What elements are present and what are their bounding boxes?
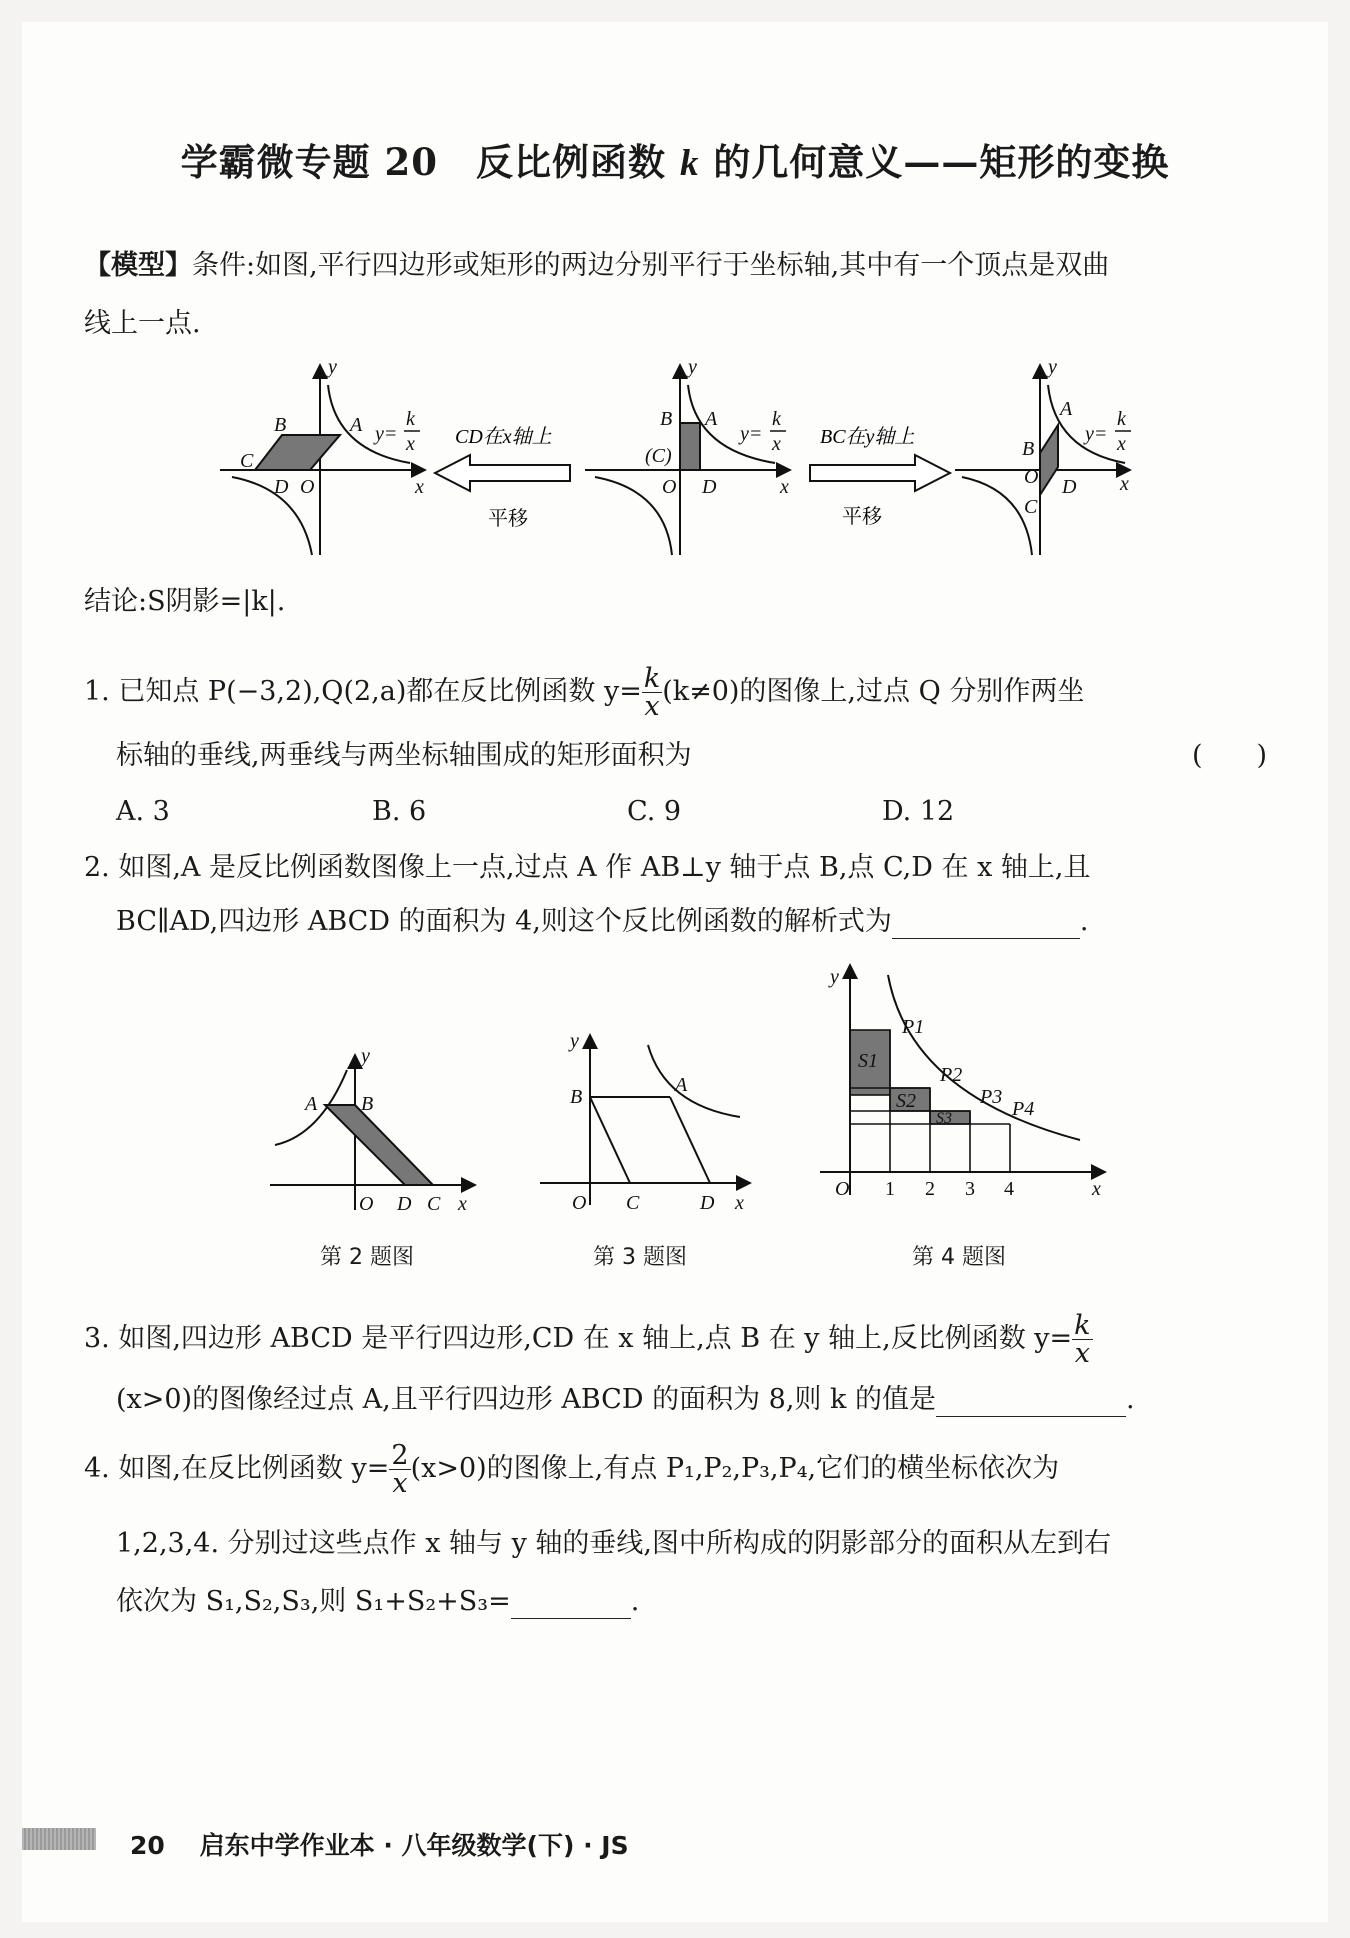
- svg-text:x: x: [1092, 1178, 1101, 1200]
- footer: [130, 1826, 629, 1862]
- q1-frac-num: k: [643, 663, 661, 694]
- svg-text:P1: P1: [902, 1016, 925, 1038]
- svg-text:平移: 平移: [842, 506, 882, 528]
- svg-text:S2: S2: [896, 1090, 916, 1112]
- footer-decoration: [22, 1828, 96, 1850]
- q3-text-2: (x>0)的图像经过点 A,且平行四边形 ABCD 的面积为 8,则 k 的值是: [116, 1384, 936, 1415]
- model-line-1: [84, 250, 1284, 282]
- svg-text:P3: P3: [980, 1086, 1003, 1108]
- svg-text:S1: S1: [858, 1050, 878, 1072]
- svg-text:B: B: [361, 1093, 374, 1115]
- page-title: [0, 132, 1350, 186]
- q4-frac-den: x: [392, 1468, 408, 1499]
- q4-answer-blank[interactable]: [511, 1586, 631, 1619]
- model-arrow-left: [435, 426, 570, 530]
- svg-text:y=: y=: [375, 423, 398, 445]
- q1-text-b: (k≠0)的图像上,过点 Q 分别作两坐: [662, 676, 1085, 707]
- svg-text:k: k: [406, 408, 415, 430]
- svg-text:D: D: [702, 476, 717, 498]
- svg-text:CD在x轴上: CD在x轴上: [455, 426, 552, 448]
- svg-text:x: x: [406, 433, 415, 455]
- model-arrow-right: [810, 426, 950, 528]
- svg-text:y: y: [361, 1045, 370, 1067]
- q1-option-c: C. 9: [627, 796, 682, 827]
- svg-text:A: A: [1060, 398, 1073, 420]
- question-4-line-2: 1,2,3,4. 分别过这些点作 x 轴与 y 轴的垂线,图中所构成的阴影部分的面积从左到右: [116, 1528, 1112, 1559]
- footer-text: 启东中学作业本 · 八年级数学(下) · JS: [199, 1831, 629, 1860]
- q1-option-b: B. 6: [372, 796, 427, 827]
- model-tag: 【模型】: [84, 250, 192, 281]
- svg-text:4: 4: [1004, 1178, 1014, 1200]
- title-k: k: [679, 143, 700, 184]
- svg-text:C: C: [626, 1192, 640, 1214]
- q2-text: BC∥AD,四边形 ABCD 的面积为 4,则这个反比例函数的解析式为: [116, 906, 892, 937]
- question-3-line-1: [84, 1312, 1324, 1367]
- q1-fraction: [642, 665, 662, 720]
- figure-3: [530, 1025, 760, 1225]
- model-graph-left-labels: [240, 356, 424, 498]
- question-1-line-2: 标轴的垂线,两垂线与两坐标轴围成的矩形面积为: [116, 740, 692, 771]
- q4-period: .: [630, 1586, 640, 1617]
- model-figure: [210, 355, 1160, 570]
- svg-text:3: 3: [965, 1178, 975, 1200]
- svg-text:平移: 平移: [488, 508, 528, 530]
- svg-text:S3: S3: [936, 1110, 952, 1127]
- svg-text:O: O: [359, 1193, 374, 1215]
- svg-text:y=: y=: [740, 423, 763, 445]
- model-graph-middle: [585, 365, 790, 555]
- figure-2: [265, 1040, 485, 1225]
- question-2-line-1: 2. 如图,A 是反比例函数图像上一点,过点 A 作 AB⊥y 轴于点 B,点 C,D 在 x 轴上,且: [84, 852, 1091, 883]
- q3-answer-blank[interactable]: [936, 1384, 1126, 1417]
- svg-text:y: y: [830, 966, 839, 988]
- q4-text-3: 依次为 S₁,S₂,S₃,则 S₁+S₂+S₃=: [116, 1586, 511, 1617]
- q3-text: 3. 如图,四边形 ABCD 是平行四边形,CD 在 x 轴上,点 B 在 y 轴上,反比例函数 y=: [84, 1323, 1073, 1354]
- figure-2-caption: 第 2 题图: [320, 1245, 414, 1270]
- svg-text:A: A: [675, 1074, 688, 1096]
- q1-option-d: D. 12: [882, 796, 955, 827]
- model-graph-middle-labels: [645, 356, 789, 498]
- q3-fraction: [1072, 1312, 1092, 1367]
- question-3-line-2: [116, 1384, 1135, 1417]
- question-1-answer-paren: ( ): [1192, 740, 1268, 771]
- svg-text:C: C: [427, 1193, 441, 1215]
- svg-text:D: D: [700, 1192, 715, 1214]
- svg-text:y: y: [1048, 356, 1057, 378]
- page: [22, 22, 1328, 1922]
- q1-frac-den: x: [644, 691, 660, 722]
- svg-text:A: A: [350, 414, 363, 436]
- model-graph-right-labels: [1022, 356, 1131, 518]
- svg-text:y: y: [688, 356, 697, 378]
- svg-text:x: x: [458, 1193, 467, 1215]
- svg-text:B: B: [570, 1086, 583, 1108]
- title-prefix: 学霸微专题 20 反比例函数: [180, 140, 680, 184]
- figure-3-caption: 第 3 题图: [593, 1245, 687, 1270]
- svg-text:O: O: [300, 476, 315, 498]
- q4-frac-num: 2: [391, 1440, 409, 1471]
- svg-text:y=: y=: [1085, 423, 1108, 445]
- model-text: 条件:如图,平行四边形或矩形的两边分别平行于坐标轴,其中有一个顶点是双曲: [192, 250, 1110, 281]
- svg-text:A: A: [305, 1093, 318, 1115]
- svg-text:(C): (C): [645, 445, 672, 467]
- svg-text:BC在y轴上: BC在y轴上: [820, 426, 915, 448]
- svg-text:y: y: [570, 1030, 579, 1052]
- title-suffix: 的几何意义——矩形的变换: [699, 140, 1170, 184]
- svg-text:k: k: [1117, 408, 1126, 430]
- svg-text:P4: P4: [1012, 1098, 1035, 1120]
- svg-text:O: O: [572, 1192, 587, 1214]
- svg-text:2: 2: [925, 1178, 935, 1200]
- svg-text:B: B: [1022, 438, 1035, 460]
- q4-fraction: [389, 1442, 410, 1497]
- svg-text:x: x: [772, 433, 781, 455]
- svg-text:x: x: [1117, 433, 1126, 455]
- svg-text:O: O: [662, 476, 677, 498]
- question-2-line-2: [116, 906, 1089, 939]
- svg-text:D: D: [1062, 476, 1077, 498]
- svg-text:C: C: [1024, 496, 1038, 518]
- svg-text:1: 1: [885, 1178, 895, 1200]
- model-line-2: 线上一点.: [84, 308, 201, 339]
- svg-text:O: O: [1024, 466, 1039, 488]
- svg-text:x: x: [1120, 473, 1129, 495]
- svg-text:P2: P2: [940, 1064, 963, 1086]
- q3-frac-den: x: [1074, 1338, 1090, 1369]
- svg-text:A: A: [705, 408, 718, 430]
- model-graph-right: [955, 365, 1130, 555]
- question-4-line-3: [116, 1586, 639, 1619]
- q3-frac-num: k: [1074, 1310, 1091, 1341]
- svg-text:x: x: [735, 1192, 744, 1214]
- svg-text:B: B: [274, 414, 287, 436]
- q3-period: .: [1125, 1384, 1135, 1415]
- q4-text-a: 4. 如图,在反比例函数 y=: [84, 1453, 390, 1484]
- svg-text:y: y: [328, 356, 337, 378]
- q2-answer-blank[interactable]: [892, 906, 1080, 939]
- conclusion: 结论:S阴影=|k|.: [84, 586, 286, 617]
- svg-text:B: B: [660, 408, 673, 430]
- figure-4: [800, 955, 1120, 1205]
- svg-text:x: x: [780, 476, 789, 498]
- page-number: 20: [130, 1831, 165, 1860]
- q2-period: .: [1079, 906, 1089, 937]
- question-1-line-1: [84, 665, 1284, 720]
- figure-4-caption: 第 4 题图: [912, 1245, 1006, 1270]
- svg-text:k: k: [772, 408, 781, 430]
- svg-text:D: D: [274, 476, 289, 498]
- svg-text:D: D: [397, 1193, 412, 1215]
- question-4-line-1: [84, 1442, 1324, 1497]
- q1-text-a: 1. 已知点 P(−3,2),Q(2,a)都在反比例函数 y=: [84, 676, 642, 707]
- q1-option-a: A. 3: [116, 796, 170, 827]
- q4-text-b: (x>0)的图像上,有点 P₁,P₂,P₃,P₄,它们的横坐标依次为: [410, 1453, 1060, 1484]
- svg-text:O: O: [835, 1178, 850, 1200]
- svg-text:C: C: [240, 450, 254, 472]
- svg-text:x: x: [415, 476, 424, 498]
